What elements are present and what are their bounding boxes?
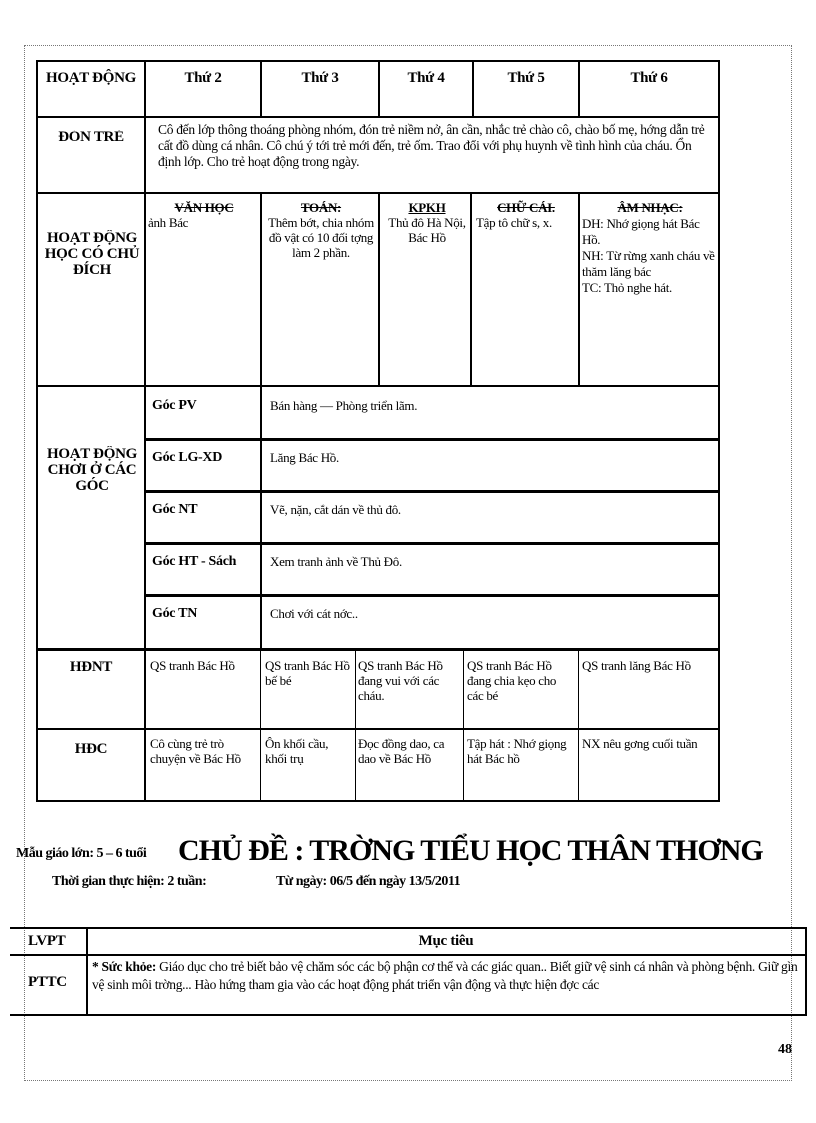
hdhcd-tuesday [264,200,378,380]
hdc-tuesday: Ôn khối cầu, khối trụ [265,736,329,766]
subject-text: Thủ đô Hà Nội, Bác Hồ [388,215,466,245]
goals-row-label: PTTC [28,974,67,990]
header-activity: HOẠT ĐỘNG [46,70,136,86]
hdnt-friday: QS tranh lăng Bác Hồ [582,658,691,673]
corner-pv-text: Bán hàng — Phòng triển lãm. [270,398,418,413]
goals-header-muc-tieu: Mục tiêu [418,933,474,949]
corner-nt-text: Vẽ, nặn, cắt dán về thủ đô. [270,502,401,517]
music-line: DH: Nhớ giọng hát Bác Hồ. [582,216,700,247]
header-thursday: Thứ 5 [507,70,545,86]
subject-title: TOÁN: [300,200,342,215]
don-tre-label: ĐÓN TRẺ [58,130,124,145]
corner-ht-name: Góc HT - Sách [152,554,237,569]
hdc-thursday: Tập hát : Nhớ giọng hát Bác hồ [467,736,567,766]
hdc-label: HĐC [74,742,108,757]
hdnt-monday: QS tranh Bác Hồ [150,658,235,673]
corner-tn-name: Góc TN [152,606,197,621]
theme-title: CHỦ ĐỀ : TRỜNG TIỂU HỌC THÂN THƠNG [178,834,763,867]
corner-lgxd-name: Góc LG-XD [152,450,223,465]
goals-row-text [92,958,804,1014]
hdcg-label: HOẠT ĐỘNG CHƠI Ở CÁC GÓC [47,446,137,494]
music-line: NH: Từ rừng xanh cháu về thăm lăng bác [582,248,715,279]
hdnt-wednesday: QS tranh Bác Hồ đang vui với các cháu. [358,658,443,703]
hdhcd-friday [582,200,718,380]
hdc-wednesday: Đọc đồng dao, ca dao về Bác Hồ [358,736,445,766]
subject-text: Thêm bớt, chia nhóm đồ vật có 10 đối tợng làm 2 phần. [268,215,374,260]
subject-title: KPKH [408,200,446,215]
hdnt-label: HĐNT [69,660,113,675]
hdhcd-thursday [476,200,576,380]
corner-tn-text: Chơi với cát nớc.. [270,606,358,621]
corner-pv-name: Góc PV [152,398,197,413]
age-group: Mẫu giáo lớn: 5 – 6 tuổi [16,846,147,861]
subject-text: ảnh Bác [148,215,189,230]
subject-title: ÂM NHẠC: [617,200,683,215]
duration: Thời gian thực hiện: 2 tuần: [52,874,207,889]
subject-title: VĂN HỌC [174,200,234,215]
goals-body: Giáo dục cho trẻ biết bảo vệ chăm sóc các bộ phận cơ thể và các giác quan.. Biết giữ vệ sinh cá nhân và phòng bệnh. Giữ gìn vệ sinh môi trờng... Hào hứng tham gia vào các hoạt động phát triển vận động và thực hiện đợc các [92,959,798,992]
header-friday: Thứ 6 [630,70,668,86]
header-monday: Thứ 2 [184,70,222,86]
subject-title: CHỮ CÁI. [497,200,555,215]
hdc-monday: Cô cùng trẻ trò chuyện về Bác Hồ [150,736,241,766]
header-wednesday: Thứ 4 [407,70,445,86]
goals-lead: * Sức khỏe: [92,959,157,974]
corner-ht-text: Xem tranh ảnh về Thủ Đô. [270,554,402,569]
subject-text: Tập tô chữ s, x. [476,215,552,230]
corner-lgxd-text: Lăng Bác Hồ. [270,450,339,465]
page-number: 48 [778,1042,792,1057]
hdhcd-label: HOẠT ĐỘNG HỌC CÓ CHỦ ĐÍCH [44,230,140,278]
hdnt-thursday: QS tranh Bác Hồ đang chia kẹo cho các bé [467,658,557,703]
hdhcd-monday [148,200,260,380]
corner-nt-name: Góc NT [152,502,198,517]
hdhcd-wednesday [382,200,472,380]
hdc-friday: NX nêu gơng cuối tuần [582,736,698,751]
date-range: Từ ngày: 06/5 đến ngày 13/5/2011 [276,874,461,889]
hdnt-tuesday: QS tranh Bác Hồ bế bé [265,658,350,688]
header-tuesday: Thứ 3 [301,70,339,86]
goals-header-lvpt: LVPT [28,933,66,949]
don-tre-text: Cô đến lớp thông thoáng phòng nhóm, đón trẻ niềm nở, ân cần, nhắc trẻ chào cô, chào bố mẹ, hớng dẫn trẻ cất đồ dùng cá nhân. Cô chú ý tới trẻ mới đến, trẻ ốm. Trao đổi với phụ huynh về tình hình của cháu. Ổn định lớp. Cho trẻ hoạt động trong ngày. [158,122,705,169]
music-line: TC: Thỏ nghe hát. [582,280,672,295]
